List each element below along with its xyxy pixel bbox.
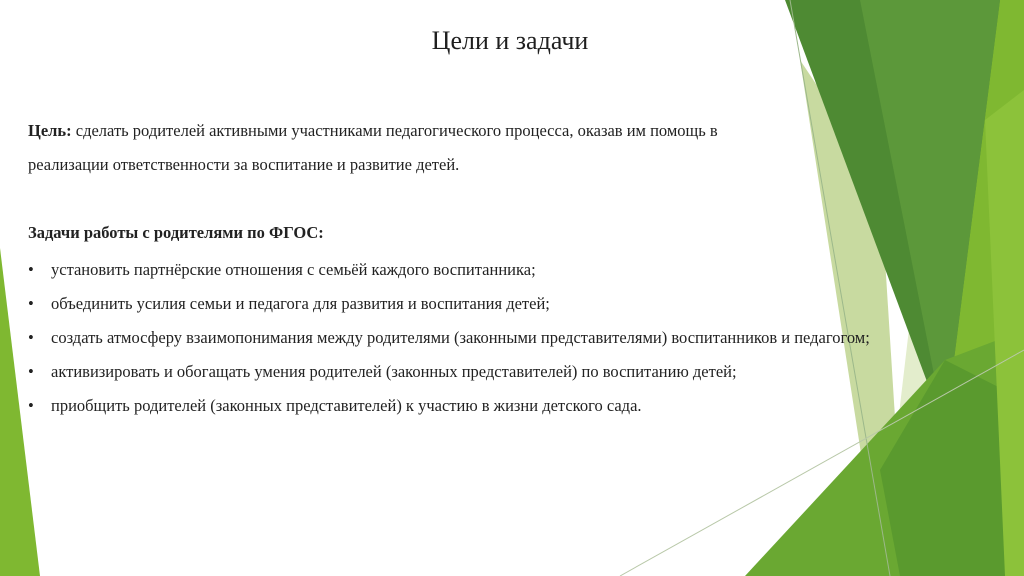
list-item	[28, 256, 1018, 290]
task-text: объединить усилия семьи и педагога для развития и воспитания детей;	[51, 294, 550, 313]
bullet-icon: •	[28, 396, 34, 415]
bullet-icon: •	[28, 328, 34, 347]
bullet-icon: •	[28, 362, 34, 381]
task-text: приобщить родителей (законных представителей) к участию в жизни детского сада.	[51, 396, 642, 415]
goal-text-line1: сделать родителей активными участниками педагогического процесса, оказав им помощь в	[71, 121, 718, 140]
task-text: активизировать и обогащать умения родителей (законных представителей) по воспитанию детей;	[51, 362, 737, 381]
task-text: создать атмосферу взаимопонимания между родителями (законными представителями) воспитанников и педагогом;	[51, 328, 870, 347]
goal-paragraph	[28, 114, 848, 182]
tasks-heading: Задачи работы с родителями по ФГОС:	[28, 223, 324, 242]
bullet-icon: •	[28, 294, 34, 313]
goal-text-line2: реализации ответственности за воспитание и развитие детей.	[28, 155, 460, 174]
list-item	[28, 324, 1018, 358]
goal-label: Цель:	[28, 121, 72, 140]
bullet-icon: •	[28, 260, 34, 279]
list-item	[28, 290, 1018, 324]
slide-title: Цели и задачи	[431, 26, 589, 55]
list-item	[28, 358, 1018, 392]
list-item	[28, 392, 1018, 426]
task-list	[28, 256, 1018, 426]
task-text: установить партнёрские отношения с семьёй каждого воспитанника;	[51, 260, 536, 279]
